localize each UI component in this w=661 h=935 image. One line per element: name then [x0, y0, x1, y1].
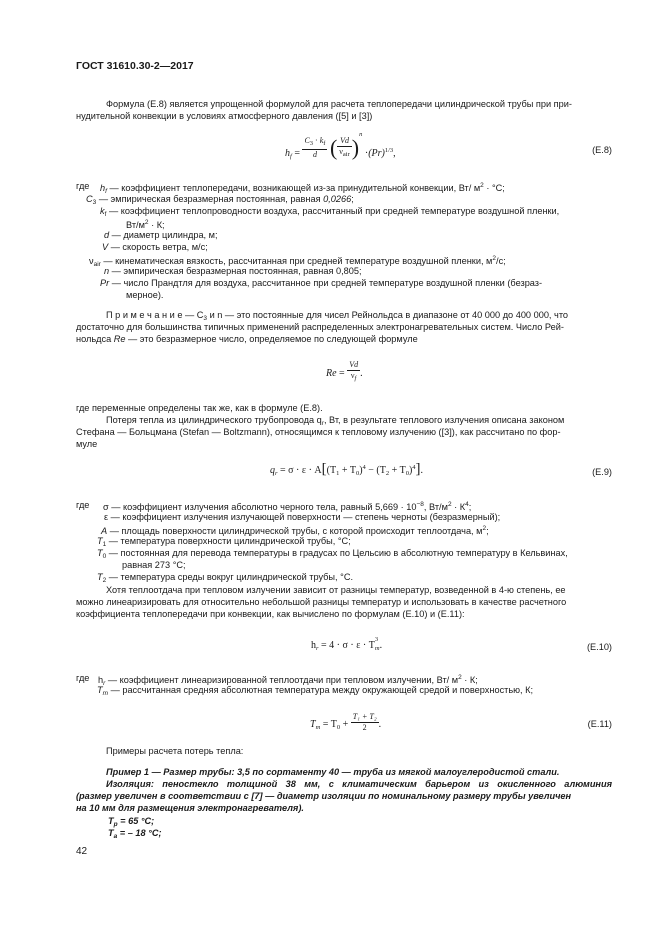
def-prefix: где: [76, 181, 90, 191]
definition-kf: $k_f$ — коэффициент теплопроводности воздуха, рассчитанный при средней температуре воздушной пленки,: [100, 206, 560, 218]
equation-e11: $T_m = T_0$ + $\frac{\text{T₁ + T₂}}{2}$ .: [310, 712, 382, 732]
definition-t0: $T_0$ — постоянная для перевода температуры в градусах по Цельсию в абсолютную температуру в Кельвинах,: [97, 548, 568, 560]
definition-n: n — эмпирическая безразмерная постоянная, равная 0,805;: [104, 266, 362, 276]
para3-line-1: Хотя теплоотдача при тепловом излучении зависит от разницы температур, возведенной в 4-ю степень, ее: [106, 585, 566, 595]
examples-heading: Примеры расчета потерь тепла:: [106, 746, 244, 756]
example1-tp: $T_p = 65$ °C;: [108, 816, 155, 828]
intro-line-2: нудительной конвекции в условиях атмосферного давления ([5] и [3]): [76, 111, 373, 121]
definition-hr: $h_r$ — коэффициент линеаризированной теплоотдачи при тепловом излучении, Вт/ $м^2 \cdot К$;: [98, 674, 478, 687]
example1-line-1: Пример 1 — Размер трубы: 3,5 по сортаменту 40 — труба из мягкой малоуглеродистой стали.: [106, 767, 560, 777]
page-number: 42: [76, 846, 88, 857]
def2-prefix: где: [76, 500, 90, 510]
example1-line-4: на 10 мм для размещения электронагревателя).: [76, 803, 304, 813]
para2-line-1: Потеря тепла из цилиндрического трубопровода $q_r$, Вт, в результате теплового излучения описана законом: [106, 415, 565, 427]
equation-label-e8: (Е.8): [592, 145, 612, 155]
example1-line-3: (размер увеличен в соответствии с [7] — диаметр изоляции по номинальному размеру трубы увеличен: [76, 791, 572, 801]
para2-line-3: муле: [76, 439, 98, 449]
equation-label-e10: (Е.10): [586, 642, 612, 652]
equation-e8: $h_f$ = $\frac{C_3 \cdot k_f}{d}$ ( $\frac{Vd}{\nu_{air}}$ )$^n \cdot(Pr)^{1/3}$,: [285, 131, 396, 161]
para3-line-2: можно линеаризировать для относительно небольшой разницы температур и использовать в качестве расчетного: [76, 597, 567, 607]
equation-e9: $q_r = \sigma \cdot \varepsilon \cdot A[(T_1 + T_0)^4 - (T_2 + T_0)^4]$.: [270, 461, 424, 477]
definition-a: A — площадь поверхности цилиндрической трубы, с которой происходит теплоотдача, $м^2$;: [101, 525, 489, 536]
definition-epsilon: ε — коэффициент излучения излучающей поверхности — степень черноты (безразмерный);: [104, 512, 501, 522]
definition-hf: $h_f$ — коэффициент теплопередачи, возникающей из-за принудительной конвекции, Вт/ $м^2 \cdot ^\circ С$;: [100, 182, 505, 195]
equation-label-e9: (Е.9): [592, 467, 612, 477]
definition-d: d — диаметр цилиндра, м;: [104, 230, 218, 240]
example1-ta: $T_a$ = – 18 °C;: [108, 828, 162, 840]
document-header: ГОСТ 31610.30-2—2017: [76, 60, 194, 72]
note-line-3: нольдса Re — это безразмерное число, определяемое по следующей формуле: [76, 334, 418, 344]
definition-sigma: σ — коэффициент излучения абсолютно черного тела, равный $5,669 \cdot 10^{-8}$, $Вт/м^2 \cdot К^4$;: [103, 501, 472, 512]
equation-e10: $h_r = 4 \cdot \sigma \cdot \varepsilon \cdot T$ 3 $_m$.: [311, 636, 383, 652]
def3-prefix: где: [76, 673, 90, 683]
para3-line-3: коэффициента теплопередачи при конвекции, как вычислено по формулам (Е.10) и (Е.11):: [76, 609, 465, 619]
example1-line-2: Изоляция: пеностекло толщиной 38 мм, с климатическим барьером из окисленного алюминия: [106, 779, 612, 789]
definition-t2: $T_2$ — температура среды вокруг цилиндрической трубы, °С.: [97, 572, 354, 584]
definition-c3: $C_3$ — эмпирическая безразмерная постоянная, равная 0,0266;: [86, 194, 354, 206]
definition-tm: $T_m$ — рассчитанная средняя абсолютная температура между окружающей средой и поверхностью, К;: [97, 685, 534, 697]
after-re-text: где переменные определены так же, как в формуле (Е.8).: [76, 403, 323, 413]
definition-t0-cont: равная 273 °С;: [122, 560, 186, 570]
equation-label-e11: (Е.11): [587, 719, 612, 729]
definition-nu-air: $\nu_{air}$ — кинематическая вязкость, рассчитанная при средней температуре воздушной пленки, $м^2/с$;: [89, 255, 506, 268]
para2-line-2: Стефана — Больцмана (Stefan — Boltzmann), относящимся к тепловому излучению ([3]), как рассчитано по фор-: [76, 427, 561, 437]
definition-pr: Pr — число Прандтля для воздуха, рассчитанное при средней температуре воздушной пленки (безраз-: [100, 278, 543, 288]
definition-v: V — скорость ветра, м/с;: [102, 242, 208, 252]
equation-reynolds: Re = $\frac{Vd}{\nu_f}$ .: [326, 360, 363, 382]
note-line-2: достаточно для большинства типичных применений распределенных электронагревательных систем. Число Рей-: [76, 322, 564, 332]
definition-pr-cont: мерное).: [126, 290, 164, 300]
note-line-1: П р и м е ч а н и е — $C_3$ и n — это постоянные для чисел Рейнольдса в диапазоне от 40 000 до 400 000, что: [106, 310, 569, 322]
intro-line-1: Формула (Е.8) является упрощенной формулой для расчета теплопередачи цилиндрической трубы при при-: [106, 99, 572, 109]
definition-kf-cont: $Вт/м^2 \cdot К$;: [126, 219, 165, 230]
definition-t1: $T_1$ — температура поверхности цилиндрической трубы, °С;: [97, 536, 351, 548]
